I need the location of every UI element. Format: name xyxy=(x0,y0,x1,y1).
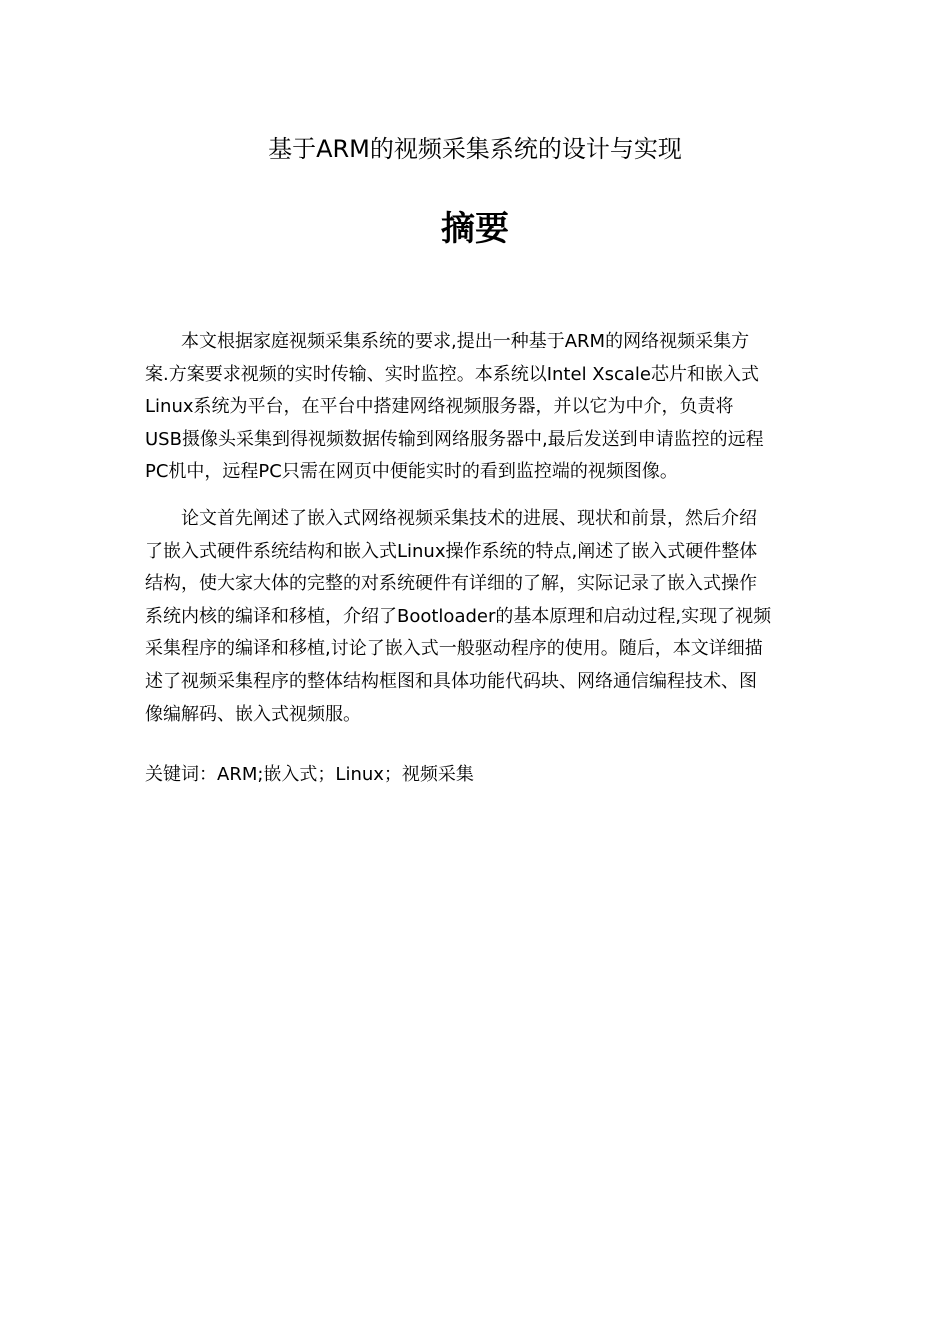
paragraph-line: 采集程序的编译和移植,讨论了嵌入式一般驱动程序的使用。随后，本文详细描 xyxy=(145,638,763,660)
paper-title: 基于ARM的视频采集系统的设计与实现 xyxy=(268,135,682,163)
abstract-paragraph-2 xyxy=(145,503,807,731)
abstract-heading: 摘要 xyxy=(441,209,509,249)
keywords-label: 关键词： xyxy=(145,764,217,785)
paragraph-line: PC机中，远程PC只需在网页中便能实时的看到监控端的视频图像。 xyxy=(145,461,678,483)
paragraph-line: 论文首先阐述了嵌入式网络视频采集技术的进展、现状和前景，然后介绍 xyxy=(181,507,757,529)
keywords-line xyxy=(145,759,807,791)
keywords-text: ARM;嵌入式；Linux；视频采集 xyxy=(217,764,474,785)
paragraph-line: 系统内核的编译和移植，介绍了Bootloader的基本原理和启动过程,实现了视频 xyxy=(145,605,772,627)
paragraph-line: USB摄像头采集到得视频数据传输到网络服务器中,最后发送到申请监控的远程 xyxy=(145,428,764,450)
paragraph-line: 本文根据家庭视频采集系统的要求,提出一种基于ARM的网络视频采集方 xyxy=(181,331,750,352)
paragraph-line: 像编解码、嵌入式视频服。 xyxy=(145,703,361,725)
paragraph-line: 结构，使大家大体的完整的对系统硬件有详细的了解，实际记录了嵌入式操作 xyxy=(145,573,757,595)
abstract-paragraph-1 xyxy=(145,326,807,489)
paragraph-line: 述了视频采集程序的整体结构框图和具体功能代码块、网络通信编程技术、图 xyxy=(145,670,757,692)
paragraph-line: 案.方案要求视频的实时传输、实时监控。本系统以Intel Xscale芯片和嵌入式 xyxy=(145,363,760,385)
paragraph-line: Linux系统为平台，在平台中搭建网络视频服务器，并以它为中介，负责将 xyxy=(145,396,734,418)
abstract-body xyxy=(145,326,807,745)
paragraph-line: 了嵌入式硬件系统结构和嵌入式Linux操作系统的特点,阐述了嵌入式硬件整体 xyxy=(145,540,758,562)
